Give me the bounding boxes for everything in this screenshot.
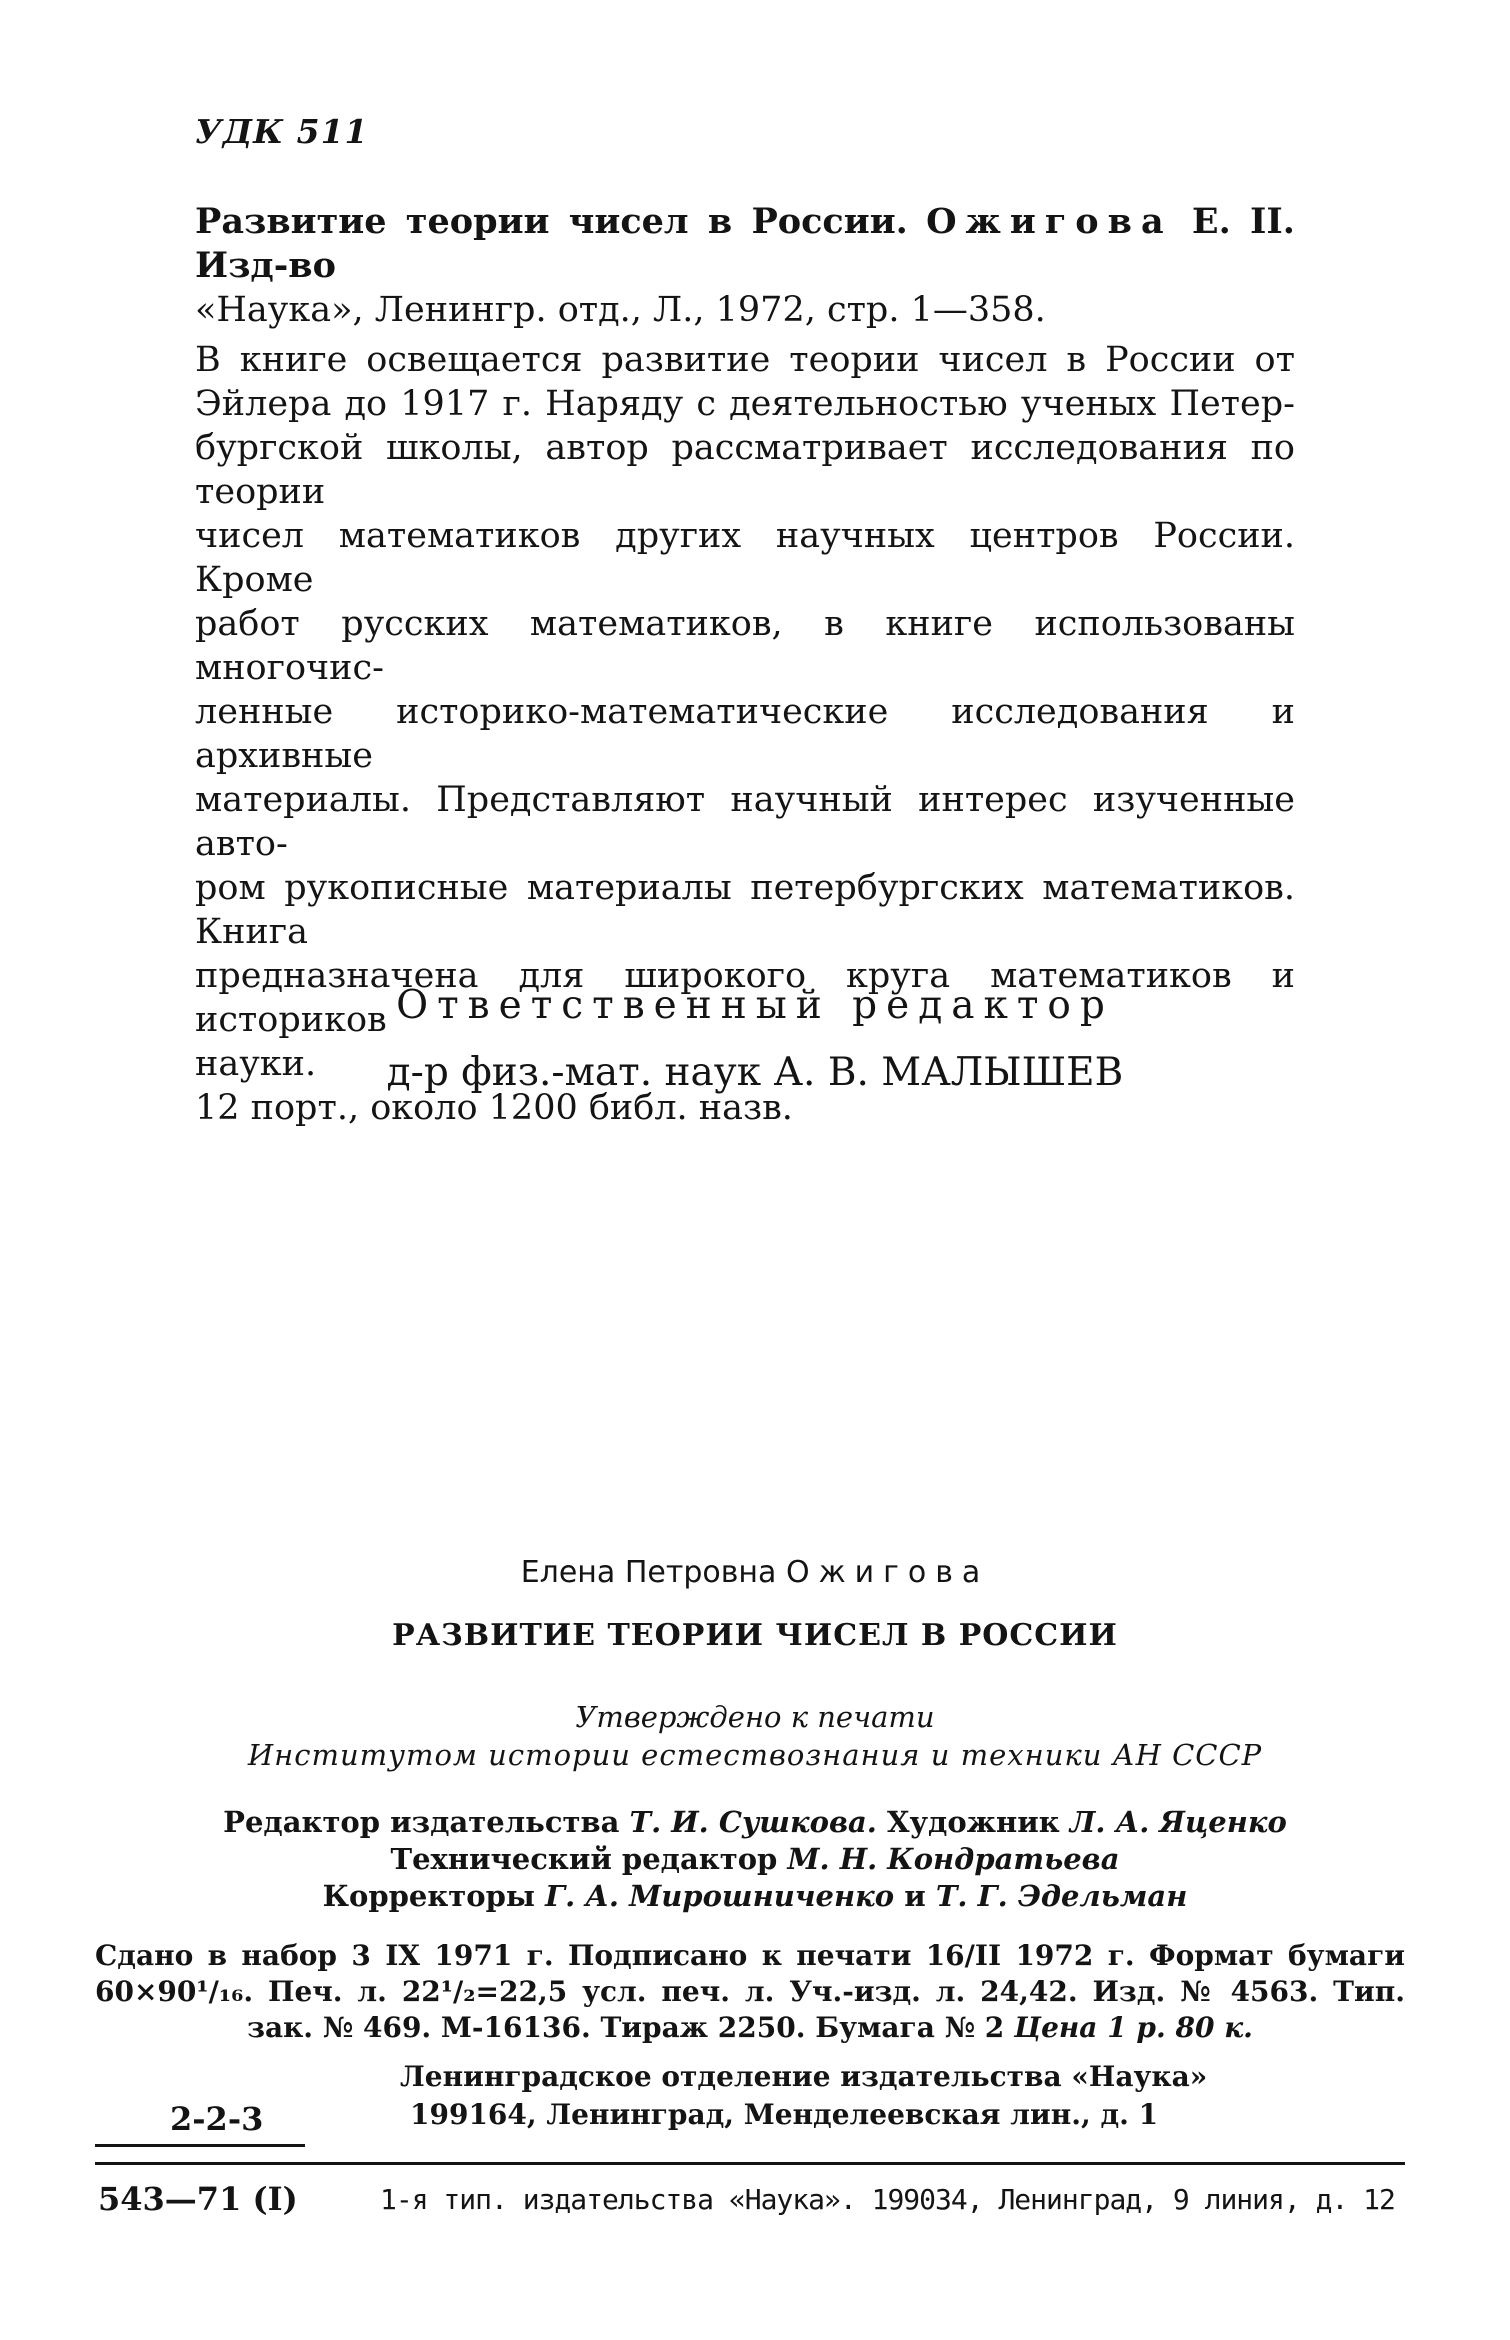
abstract-line: предназначена для широкого круга математиков и историков	[195, 956, 1295, 1040]
abstract-reference-line	[195, 200, 1295, 288]
author-surname: Ожигова	[785, 1555, 990, 1590]
tech-editor-label: Технический редактор	[390, 1842, 788, 1876]
divider-long	[95, 2162, 1405, 2165]
approved-line-1: Утверждено к печати	[575, 1700, 935, 1734]
editor-label: Редактор издательства	[223, 1805, 630, 1839]
approved-line-2: Институтом истории естествознания и техники АН СССР	[247, 1738, 1263, 1772]
publisher-line-1: Ленинградское отделение издательства «Наука»	[400, 2060, 1208, 2093]
proofreaders-label: Корректоры	[322, 1879, 546, 1913]
reference-author: Ожигова	[926, 201, 1173, 242]
artist-name: Л. А. Яценко	[1069, 1805, 1287, 1839]
catalog-code-top: 2-2-3	[170, 2100, 264, 2138]
responsible-editor-title: Ответственный редактор	[396, 983, 1114, 1028]
staff-technical-editor	[0, 1842, 1510, 1876]
abstract-line: ленные историко-математические исследования и архивные	[195, 692, 1295, 776]
typography-line: 1-я тип. издательства «Наука». 199034, Ленинград, 9 линия, д. 12	[380, 2183, 1395, 2216]
print-line: 60×90¹/₁₆. Печ. л. 22¹/₂=22,5 усл. печ. л. Уч.-изд. л. 24,42. Изд. № 4563. Тип.	[95, 1975, 1405, 2008]
divider-short	[95, 2144, 305, 2147]
abstract-line: В книге освещается развитие теории чисел в России от	[195, 340, 1295, 380]
abstract-publisher-line: «Наука», Ленингр. отд., Л., 1972, стр. 1—358.	[195, 290, 1046, 330]
abstract-line: ром рукописные материалы петербургских математиков. Книга	[195, 868, 1295, 952]
print-line: Сдано в набор 3 IX 1971 г. Подписано к печати 16/II 1972 г. Формат бумаги	[95, 1939, 1405, 1972]
abstract-line: бургской школы, автор рассматривает исследования по теории	[195, 428, 1295, 512]
publisher-line-2: 199164, Ленинград, Менделеевская лин., д. 1	[410, 2098, 1159, 2131]
proofreader-name-2: Т. Г. Эдельман	[935, 1879, 1188, 1913]
tech-editor-name: М. Н. Кондратьева	[787, 1842, 1120, 1876]
responsible-editor-name: д-р физ.-мат. наук А. В. МАЛЫШЕВ	[386, 1050, 1124, 1095]
print-details	[95, 1938, 1405, 2046]
abstract-line: чисел математиков других научных центров России. Кроме	[195, 516, 1295, 600]
colophon-author	[0, 1555, 1510, 1590]
proofreader-name-1: Г. А. Мирошниченко	[545, 1879, 895, 1913]
staff-editor-artist	[0, 1805, 1510, 1839]
abstract-line: работ русских математиков, в книге использованы многочис-	[195, 604, 1295, 688]
price: Цена 1 р. 80 к.	[1014, 2011, 1253, 2044]
artist-label: Художник	[876, 1805, 1070, 1839]
abstract-line: материалы. Представляют научный интерес изученные авто-	[195, 780, 1295, 864]
abstract-line: Эйлера до 1917 г. Наряду с деятельностью ученых Петер-	[195, 384, 1295, 424]
abstract-biblio: 12 порт., около 1200 библ. назв.	[195, 1088, 793, 1128]
proofreaders-and: и	[894, 1879, 936, 1913]
reference-rest: Е. II. Изд-во	[195, 201, 1295, 286]
author-given-name: Елена Петровна	[520, 1555, 786, 1590]
udk-code: УДК 511	[195, 112, 369, 151]
abstract-line: науки.	[195, 1044, 317, 1084]
colophon-book-title: РАЗВИТИЕ ТЕОРИИ ЧИСЕЛ В РОССИИ	[392, 1618, 1118, 1653]
print-line-text: зак. № 469. М-16136. Тираж 2250. Бумага № 2	[247, 2011, 1015, 2044]
print-line-last	[95, 2010, 1405, 2046]
catalog-code-bottom: 543—71 (I)	[98, 2180, 298, 2218]
reference-title: Развитие теории чисел в России.	[195, 201, 908, 242]
editor-name: Т. И. Сушкова.	[629, 1805, 877, 1839]
staff-proofreaders	[0, 1879, 1510, 1913]
